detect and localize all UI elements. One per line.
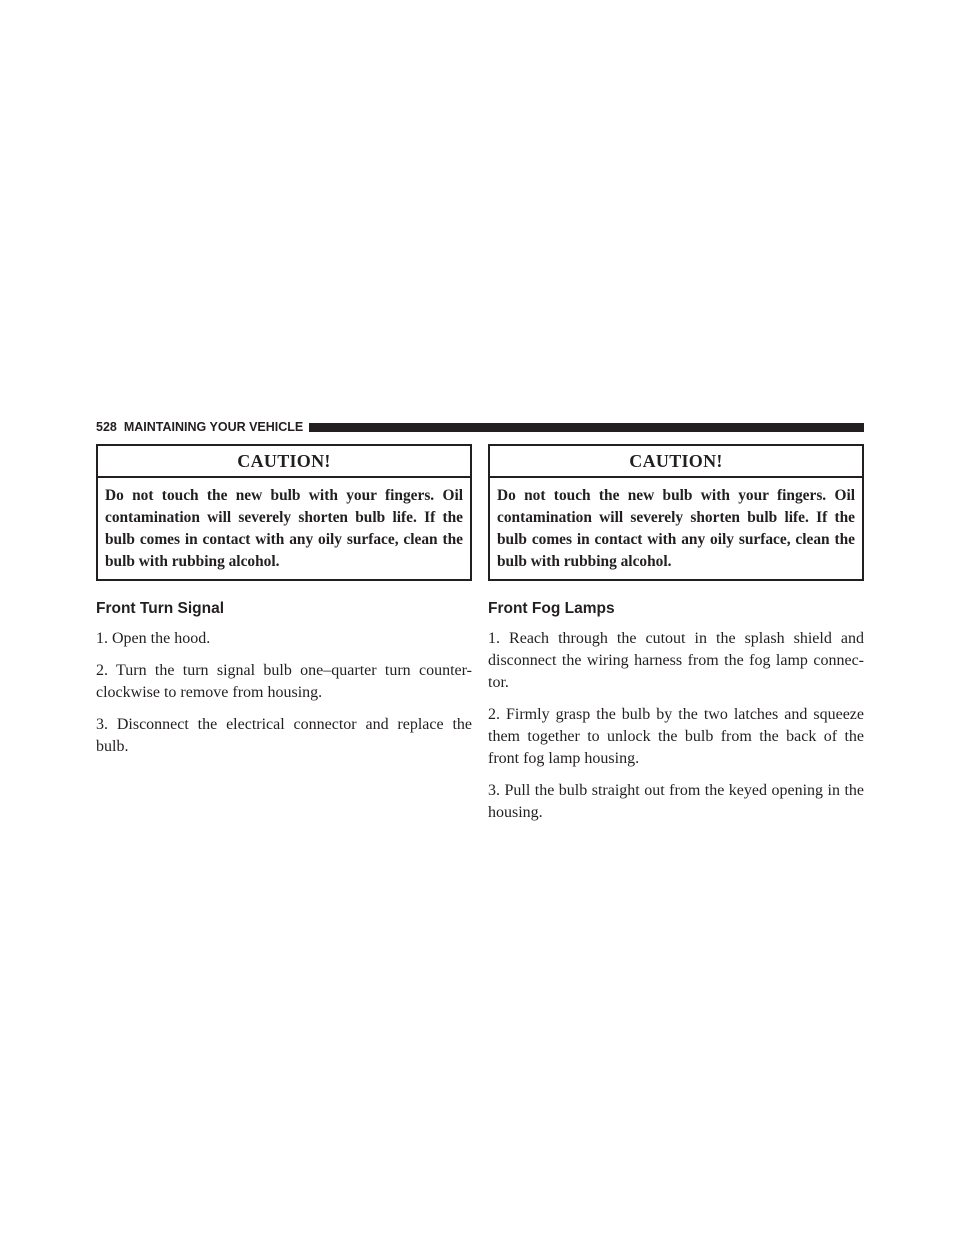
step-item: 1. Open the hood.: [96, 630, 211, 647]
step-item: 2. Firmly grasp the bulb by the two latches and squeeze them together to unlock the bulb from the back of the front fog lamp housing.: [488, 706, 864, 767]
section-title: MAINTAINING YOUR VEHICLE: [123, 420, 304, 434]
header-rule: [309, 423, 864, 432]
caution-title: CAUTION!: [98, 446, 470, 478]
step-item: 3. Pull the bulb straight out from the keyed opening in the housing.: [488, 782, 864, 821]
caution-text: Do not touch the new bulb with your fingers. Oil contamination will severely shorten bulb life. If the bulb comes in contact with any oily surface, clean the bulb with rubbing alcohol.: [105, 487, 463, 570]
caution-title: CAUTION!: [490, 446, 862, 478]
page-header: [96, 419, 864, 435]
caution-text: Do not touch the new bulb with your fingers. Oil contamination will severely shorten bulb life. If the bulb comes in contact with any oily surface, clean the bulb with rubbing alcohol.: [497, 487, 855, 570]
step-item: 1. Reach through the cutout in the splash shield and disconnect the wiring harness from the fog lamp connec-tor.: [488, 630, 864, 691]
section-heading-front-turn-signal: Front Turn Signal: [96, 600, 225, 617]
left-column: [96, 444, 472, 768]
caution-box-left: [96, 444, 472, 581]
right-column: [488, 444, 864, 834]
page-number: 528: [96, 420, 117, 434]
section-heading-front-fog-lamps: Front Fog Lamps: [488, 600, 615, 617]
step-item: 2. Turn the turn signal bulb one–quarter turn counter-clockwise to remove from housing.: [96, 662, 472, 701]
caution-box-right: [488, 444, 864, 581]
step-item: 3. Disconnect the electrical connector and replace the bulb.: [96, 716, 472, 755]
